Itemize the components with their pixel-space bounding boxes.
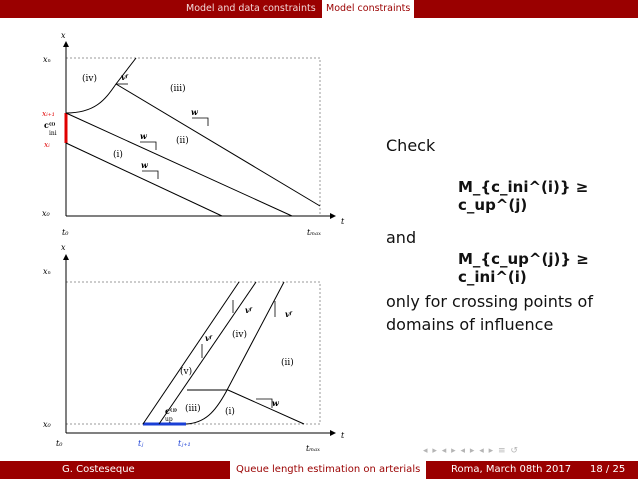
bottom-t-label: t [341,431,345,440]
bottom-cup-sub: up [165,416,173,423]
tab-model-constraints[interactable]: Model constraints [322,0,414,18]
formula-1: M_{c_ini^(i)} ≥ c_up^(j) [458,178,589,214]
bottom-vf-label-3: vᶠ [285,309,292,319]
bottom-line-w [228,390,304,424]
formula-2: M_{c_up^(j)} ≥ c_ini^(i) [458,250,589,286]
bottom-region-iii: (iii) [185,404,201,414]
top-x-label: x [61,31,66,40]
top-region-ii: (ii) [176,136,189,146]
bottom-region-iv: (iv) [232,330,247,340]
top-cini-sub: ini [49,130,57,137]
bottom-tj-label: tⱼ [138,439,144,448]
note-line-2: domains of influence [386,315,554,334]
top-frame [66,58,320,216]
bottom-diagram [43,243,345,453]
bottom-vf-label-2: vᶠ [245,305,252,315]
top-line-3 [66,143,222,216]
bottom-tmax-label: tₘₐₓ [306,444,320,453]
footer-bar [0,461,638,479]
top-tmax-label: tₘₐₓ [307,228,321,237]
check-text: Check [386,136,436,155]
bottom-cup-label: c⁽ʲ⁾ [165,406,178,416]
bottom-x-label: x [61,243,66,252]
top-xi1-label: xᵢ₊₁ [42,109,55,118]
beamer-nav-symbols[interactable]: ◂ ▸ ◂ ▸ ◂ ▸ ◂ ▸ ≡ ↺ [423,446,519,456]
top-curve [66,58,136,113]
top-slope-marker-w2 [140,142,156,150]
footer-date: Roma, March 08th 2017 [451,464,572,475]
top-t0-label: t₀ [62,228,69,237]
bottom-x0-label: x₀ [43,420,51,429]
top-xi-label: xᵢ [44,140,50,149]
note-line-1: only for crossing points of [386,292,593,311]
and-text: and [386,228,417,247]
top-x0-label: x₀ [42,209,50,218]
bottom-line-vf-1 [143,282,239,424]
top-line-2 [66,113,292,216]
top-xn-label: xₙ [43,55,51,64]
top-region-iv: (iv) [82,74,97,84]
top-w-label-3: w [141,160,148,170]
top-t-label: t [341,217,345,226]
footer-page-number: 18 / 25 [590,464,626,475]
top-cini-label: c⁽ⁱ⁾ [44,120,56,130]
bottom-xn-label: xₙ [43,267,51,276]
diagram [0,18,360,463]
main-content [386,0,626,460]
bottom-vf-label-1: vᶠ [205,333,212,343]
bottom-tj1-label: tⱼ₊₁ [178,439,191,448]
bottom-w-label: w [272,398,279,408]
bottom-line-vf-2 [159,282,256,424]
top-w-label-1: w [191,107,198,117]
footer-title: Queue length estimation on arterials [230,461,426,479]
top-slope-marker-w1 [192,118,208,126]
tab-model-and-data-constraints[interactable]: Model and data constraints [186,3,316,14]
footer-author: G. Costeseque [62,464,135,475]
bottom-frame [66,282,320,424]
bottom-t0-label: t₀ [56,439,63,448]
top-region-i: (i) [113,150,123,160]
bottom-region-v: (v) [180,367,193,377]
top-slope-marker-w3 [142,171,158,179]
bottom-curve [186,282,284,424]
top-vf-label: vᶠ [121,72,128,82]
top-line-1 [116,84,320,206]
top-region-iii: (iii) [170,84,186,94]
top-diagram [42,31,345,237]
bottom-region-i: (i) [225,407,235,417]
top-w-label-2: w [140,131,147,141]
bottom-region-ii: (ii) [281,358,294,368]
